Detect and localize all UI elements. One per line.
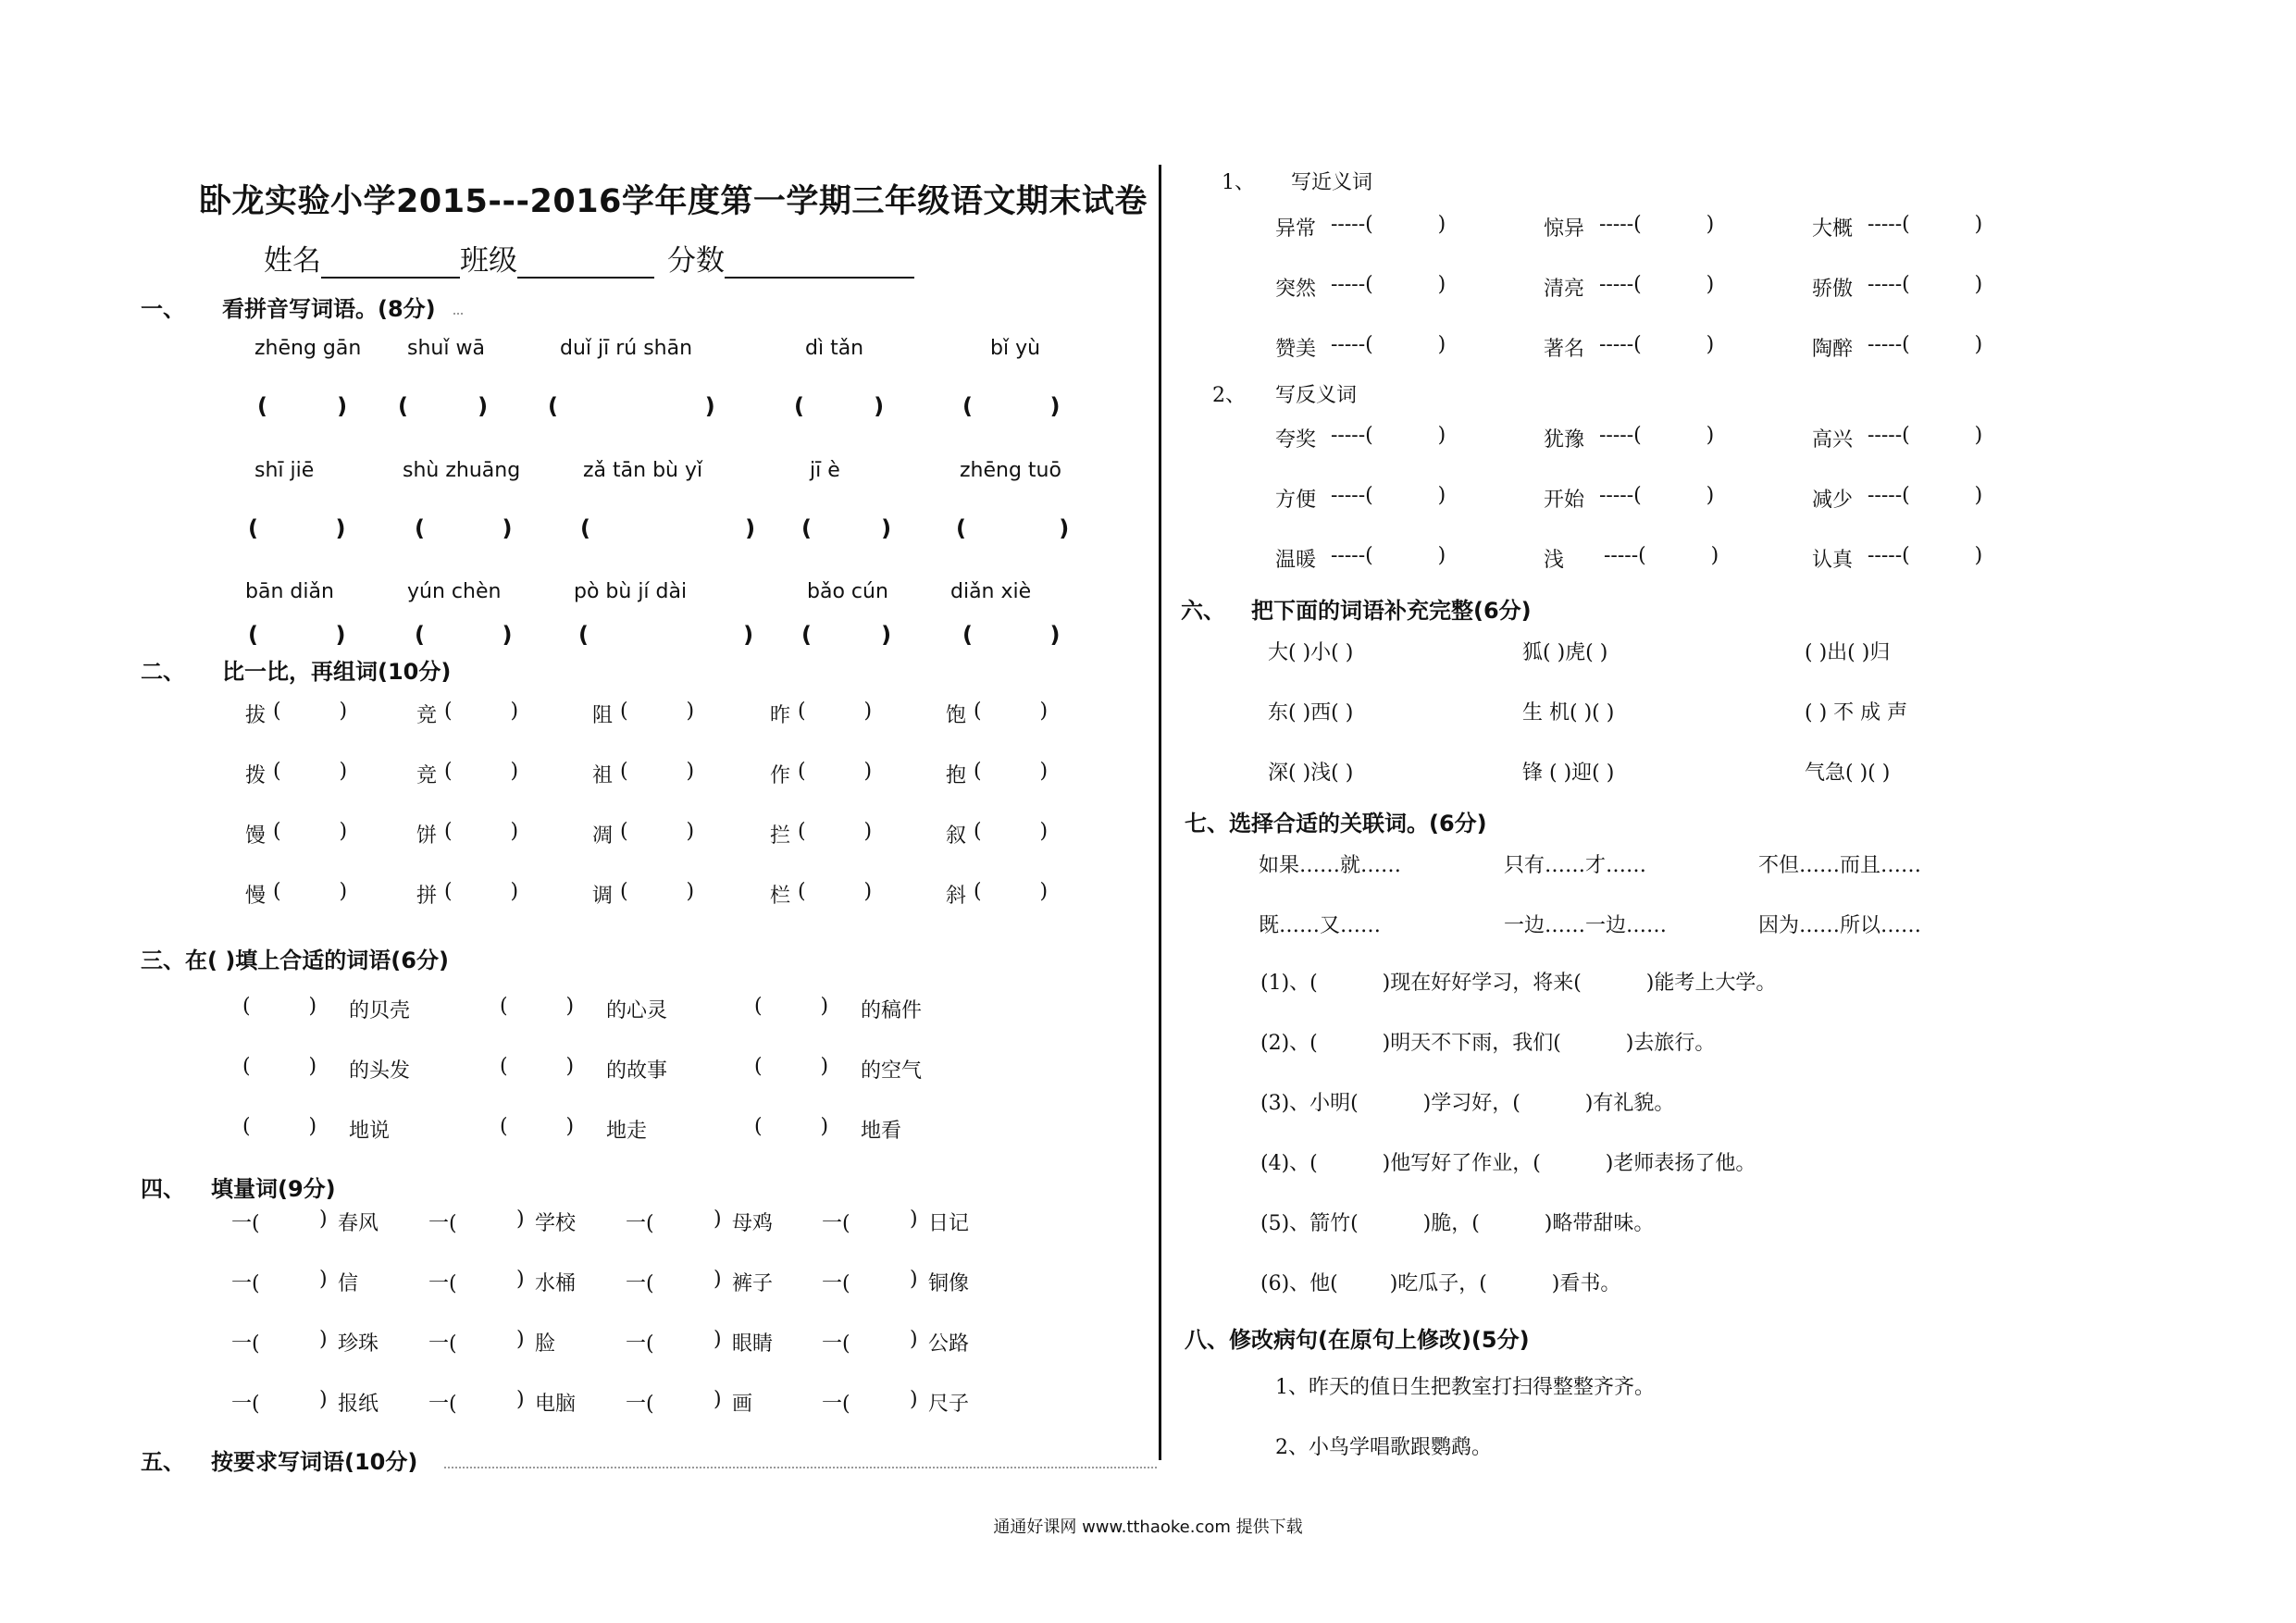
answer-box[interactable]: ( ) [974,700,1049,723]
word: 高兴 [1812,428,1854,452]
conjunction-sentence[interactable]: (5)、箭竹( )脆，( )略带甜味。 [1260,1212,1655,1235]
idiom-item[interactable]: 大( )小( ) [1268,641,1354,664]
class-label: 班级 [460,244,517,278]
compare-char: 昨 [770,704,791,727]
fill-word: 的贝壳 [349,999,411,1022]
fill-word: 地看 [861,1120,902,1143]
conjunction-sentence[interactable]: (2)、( )明天不下雨，我们( )去旅行。 [1260,1032,1716,1055]
answer-box[interactable]: ( ) [798,880,873,903]
measure-word: 母鸡 [732,1212,774,1235]
measure-prefix: 一( [626,1332,654,1356]
measure-word: 眼睛 [732,1332,774,1356]
compare-char: 馒 [245,824,267,848]
answer-box[interactable]: ( ) [754,1115,829,1138]
answer-box[interactable]: ( ) [273,880,348,903]
pinyin-3-4: bǎo cún [807,580,888,603]
answer-box[interactable]: -----( ) [1331,484,1446,507]
answer-box[interactable]: ( ) [273,700,348,723]
section-3-heading: 三、在( )填上合适的词语(6分) [141,948,449,973]
pinyin-1-5: bǐ yù [990,337,1041,360]
answer-box[interactable]: ( ) [620,820,695,843]
measure-prefix: 一( [626,1272,654,1295]
section-4-heading: 填量词(9分) [211,1176,336,1202]
measure-prefix: 一( [626,1393,654,1416]
measure-word: 学校 [535,1212,577,1235]
answer-box[interactable]: -----( ) [1868,484,1983,507]
measure-prefix: 一( [822,1272,850,1295]
measure-prefix: 一( [231,1332,260,1356]
answer-box[interactable]: ( ) [580,515,756,541]
answer-box[interactable]: -----( ) [1331,424,1446,447]
answer-box[interactable]: -----( ) [1868,424,1983,447]
answer-box[interactable]: ( ) [444,700,519,723]
answer-box[interactable]: -----( ) [1868,544,1983,567]
fill-word: 的头发 [349,1059,411,1083]
idiom-item[interactable]: 气急( )( ) [1805,762,1891,785]
answer-box[interactable]: ) [681,1268,722,1291]
answer-box[interactable]: ( ) [444,760,519,783]
compare-char: 饼 [416,824,438,848]
measure-prefix: 一( [231,1272,260,1295]
pinyin-1-3: duǐ jī rú shān [560,337,693,360]
dotted-line [453,313,463,315]
idiom-item[interactable]: ( )出( )归 [1805,641,1891,664]
answer-box[interactable]: ) [484,1388,525,1411]
answer-box[interactable]: ( ) [444,820,519,843]
measure-word: 春风 [338,1212,379,1235]
measure-word: 画 [732,1393,753,1416]
word: 惊异 [1544,217,1585,241]
pinyin-1-4: dì tǎn [805,337,864,360]
answer-box[interactable]: ( ) [500,995,575,1018]
answer-box[interactable]: ) [287,1328,328,1351]
word: 浅 [1544,549,1565,572]
answer-box[interactable]: ( ) [801,515,892,541]
answer-box[interactable]: ( ) [444,880,519,903]
measure-word: 报纸 [338,1393,379,1416]
answer-box[interactable]: ) [877,1268,918,1291]
compare-char: 饱 [946,704,967,727]
conjunction-sentence[interactable]: (6)、他( )吃瓜子，( )看书。 [1260,1272,1621,1295]
measure-prefix: 一( [626,1212,654,1235]
answer-box[interactable]: -----( ) [1331,213,1446,236]
column-divider [1159,165,1161,1460]
conjunction-sentence[interactable]: (3)、小明( )学习好，( )有礼貌。 [1260,1092,1675,1115]
word: 骄傲 [1812,278,1854,301]
conjunction-option: 只有……才…… [1504,854,1647,877]
measure-prefix: 一( [428,1332,457,1356]
answer-box[interactable]: ( ) [273,760,348,783]
footer-text: 通通好课网 www.tthaoke.com 提供下载 [993,1518,1303,1537]
section-6-number: 六、 [1181,598,1225,624]
answer-box[interactable]: ( ) [962,622,1061,648]
compare-char: 竞 [416,704,438,727]
conjunction-sentence[interactable]: (1)、( )现在好好学习，将来( )能考上大学。 [1260,972,1777,995]
compare-char: 竞 [416,764,438,787]
word: 夸奖 [1275,428,1317,452]
answer-box[interactable]: ) [681,1388,722,1411]
answer-box[interactable]: ( ) [248,515,346,541]
answer-box[interactable]: ( ) [956,515,1070,541]
section-1-number: 一、 [141,296,185,322]
pinyin-2-3: zǎ tān bù yǐ [583,459,703,482]
measure-word: 日记 [928,1212,970,1235]
measure-word: 铜像 [928,1272,970,1295]
answer-box[interactable]: ( ) [548,393,715,419]
compare-char: 拦 [770,824,791,848]
answer-box[interactable]: -----( ) [1868,273,1983,296]
answer-box[interactable]: -----( ) [1868,333,1983,356]
answer-box[interactable]: -----( ) [1868,213,1983,236]
section-4-number: 四、 [141,1176,185,1202]
compare-char: 拨 [245,764,267,787]
word: 著名 [1544,338,1585,361]
word: 温暖 [1275,549,1317,572]
answer-box[interactable]: ) [484,1328,525,1351]
compare-char: 作 [770,764,791,787]
antonyms-number: 2、 [1212,384,1246,407]
pinyin-3-5: diǎn xiè [950,580,1032,603]
word: 赞美 [1275,338,1317,361]
answer-box[interactable]: ( ) [398,393,489,419]
idiom-item[interactable]: 生 机( )( ) [1522,701,1615,725]
answer-box[interactable]: ( ) [415,622,513,648]
antonyms-label: 写反义词 [1275,384,1358,407]
fill-word: 的故事 [606,1059,668,1083]
pinyin-2-1: shī jiē [254,459,315,482]
answer-box[interactable]: ( ) [415,515,513,541]
idiom-item[interactable]: 锋 ( )迎( ) [1522,762,1615,785]
section-2-heading: 比一比，再组词(10分) [222,659,452,685]
word: 方便 [1275,489,1317,512]
conjunction-option: 因为……所以…… [1758,914,1922,937]
compare-char: 栏 [770,885,791,908]
answer-box[interactable]: ( ) [754,1055,829,1078]
word: 清亮 [1544,278,1585,301]
pinyin-2-5: zhēng tuō [960,459,1061,482]
answer-box[interactable]: ) [287,1208,328,1231]
measure-word: 信 [338,1272,359,1295]
section-1-heading: 看拼音写词语。(8分) [222,296,436,322]
word: 异常 [1275,217,1317,241]
student-info [264,237,914,279]
answer-box[interactable]: ( ) [500,1115,575,1138]
pinyin-2-2: shù zhuāng [403,459,521,482]
score-label: 分数 [667,244,725,278]
compare-char: 慢 [245,885,267,908]
answer-box[interactable]: ) [877,1328,918,1351]
answer-box[interactable]: ( ) [620,880,695,903]
measure-word: 电脑 [535,1393,577,1416]
pinyin-3-2: yún chèn [407,580,502,603]
fill-word: 的空气 [861,1059,923,1083]
measure-prefix: 一( [822,1393,850,1416]
section-8-heading: 八、修改病句(在原句上修改)(5分) [1185,1327,1530,1353]
synonyms-number: 1、 [1222,171,1255,194]
measure-word: 尺子 [928,1393,970,1416]
answer-box[interactable]: ( ) [754,995,829,1018]
answer-box[interactable]: ) [681,1208,722,1231]
measure-prefix: 一( [822,1332,850,1356]
answer-box[interactable]: ) [287,1388,328,1411]
word: 开始 [1544,489,1585,512]
section-7-heading: 七、选择合适的关联词。(6分) [1185,811,1487,836]
answer-box[interactable]: -----( ) [1331,273,1446,296]
section-2-number: 二、 [141,659,185,685]
answer-box[interactable]: -----( ) [1331,333,1446,356]
answer-box[interactable]: ) [877,1208,918,1231]
answer-box[interactable]: ( ) [620,700,695,723]
compare-char: 祖 [592,764,614,787]
answer-box[interactable]: ( ) [273,820,348,843]
answer-box[interactable]: ) [484,1208,525,1231]
measure-prefix: 一( [822,1212,850,1235]
answer-box[interactable]: -----( ) [1599,333,1715,356]
class-field[interactable] [517,249,654,279]
answer-box[interactable]: ( ) [962,393,1061,419]
conjunction-option: 一边……一边…… [1504,914,1668,937]
fill-word: 的心灵 [606,999,668,1022]
pinyin-2-4: jī è [810,459,840,482]
idiom-item[interactable]: 东( )西( ) [1268,701,1354,725]
measure-word: 裤子 [732,1272,774,1295]
answer-box[interactable]: ( ) [242,1055,317,1078]
fill-word: 的稿件 [861,999,923,1022]
dotted-line [444,1467,1157,1468]
measure-prefix: 一( [428,1212,457,1235]
sick-sentence-1: 1、昨天的值日生把教室打扫得整整齐齐。 [1275,1376,1655,1399]
answer-box[interactable]: ( ) [798,700,873,723]
answer-box[interactable]: ) [877,1388,918,1411]
idiom-item[interactable]: 狐( )虎( ) [1522,641,1608,664]
conjunction-option: 如果……就…… [1259,854,1402,877]
answer-box[interactable]: ) [484,1268,525,1291]
pinyin-3-1: bān diǎn [245,580,334,603]
score-field[interactable] [725,249,914,279]
answer-box[interactable]: ) [287,1268,328,1291]
compare-char: 抱 [946,764,967,787]
compare-char: 凋 [592,824,614,848]
word: 大概 [1812,217,1854,241]
answer-box[interactable]: -----( ) [1599,484,1715,507]
pinyin-1-2: shuǐ wā [407,337,485,360]
measure-word: 公路 [928,1332,970,1356]
section-5-heading: 按要求写词语(10分) [211,1449,418,1475]
conjunction-option: 不但……而且…… [1758,854,1922,877]
answer-box[interactable]: ( ) [974,760,1049,783]
word: 犹豫 [1544,428,1585,452]
answer-box[interactable]: -----( ) [1331,544,1446,567]
name-label: 姓名 [264,244,321,278]
answer-box[interactable]: ( ) [248,622,346,648]
word: 突然 [1275,278,1317,301]
answer-box[interactable]: ( ) [242,995,317,1018]
measure-prefix: 一( [428,1272,457,1295]
word: 陶醉 [1812,338,1854,361]
conjunction-sentence[interactable]: (4)、( )他写好了作业，( )老师表扬了他。 [1260,1152,1756,1175]
measure-prefix: 一( [428,1393,457,1416]
answer-box[interactable]: ( ) [798,820,873,843]
word: 认真 [1812,549,1854,572]
fill-word: 地说 [349,1120,391,1143]
compare-char: 拔 [245,704,267,727]
answer-box[interactable]: -----( ) [1599,273,1715,296]
answer-box[interactable]: ( ) [257,393,348,419]
idiom-item[interactable]: 深( )浅( ) [1268,762,1354,785]
answer-box[interactable]: ( ) [242,1115,317,1138]
pinyin-1-1: zhēng gān [254,337,362,360]
compare-char: 叙 [946,824,967,848]
answer-box[interactable]: ( ) [578,622,754,648]
compare-char: 斜 [946,885,967,908]
measure-prefix: 一( [231,1212,260,1235]
answer-box[interactable]: ( ) [974,880,1049,903]
fill-word: 地走 [606,1120,648,1143]
conjunction-option: 既……又…… [1259,914,1382,937]
sick-sentence-2: 2、小鸟学唱歌跟鹦鹉。 [1275,1436,1492,1459]
compare-char: 阻 [592,704,614,727]
answer-box[interactable]: ( ) [801,622,892,648]
compare-char: 调 [592,885,614,908]
idiom-item[interactable]: ( ) 不 成 声 [1805,701,1908,725]
answer-box[interactable]: -----( ) [1599,213,1715,236]
answer-box[interactable]: ) [681,1328,722,1351]
pinyin-3-3: pò bù jí dài [574,580,688,603]
word: 减少 [1812,489,1854,512]
answer-box[interactable]: ( ) [794,393,885,419]
answer-box[interactable]: -----( ) [1599,424,1715,447]
section-5-number: 五、 [141,1449,185,1475]
measure-word: 脸 [535,1332,556,1356]
answer-box[interactable]: ( ) [798,760,873,783]
section-6-heading: 把下面的词语补充完整(6分) [1251,598,1532,624]
name-field[interactable] [321,249,460,279]
synonyms-label: 写近义词 [1291,171,1373,194]
answer-box[interactable]: -----( ) [1604,544,1719,567]
answer-box[interactable]: ( ) [500,1055,575,1078]
measure-word: 珍珠 [338,1332,379,1356]
answer-box[interactable]: ( ) [974,820,1049,843]
measure-word: 水桶 [535,1272,577,1295]
compare-char: 拼 [416,885,438,908]
measure-prefix: 一( [231,1393,260,1416]
page-title: 卧龙实验小学2015---2016学年度第一学期三年级语文期末试卷 [199,183,1148,220]
answer-box[interactable]: ( ) [620,760,695,783]
